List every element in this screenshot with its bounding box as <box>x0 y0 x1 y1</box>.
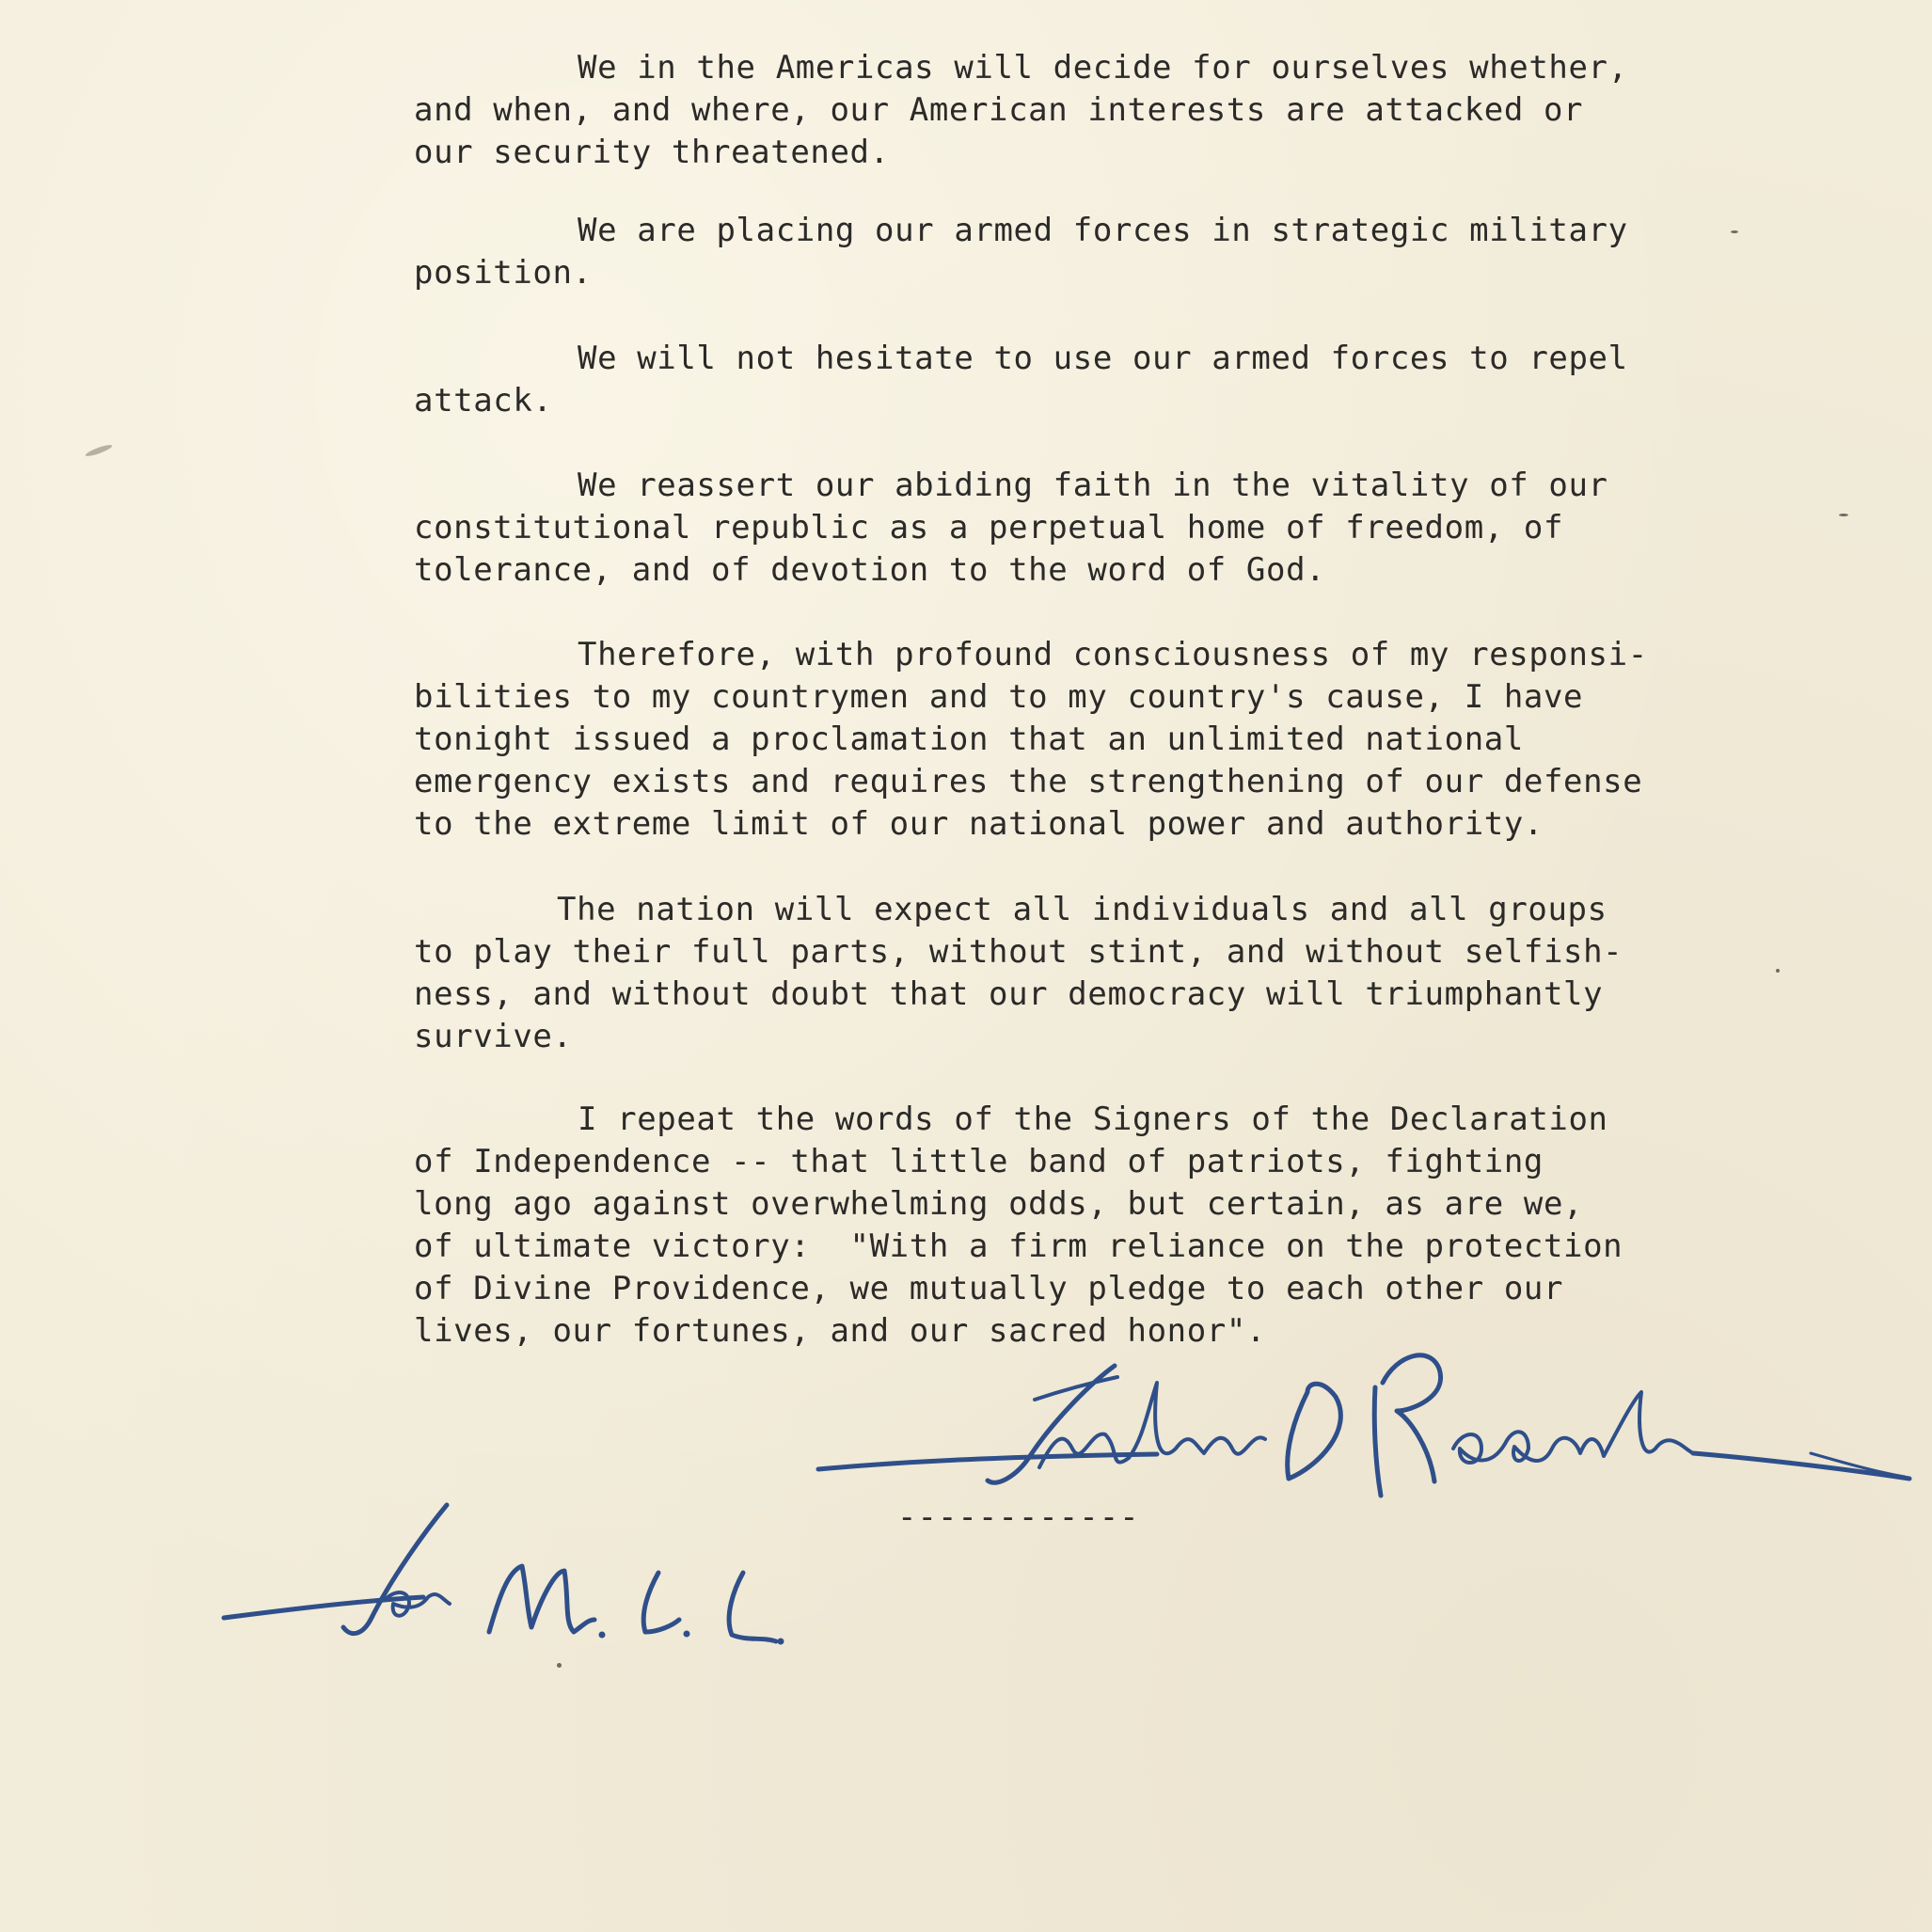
text-line: tolerance, and of devotion to the word of God. <box>414 551 1326 589</box>
text-line: survive. <box>414 1018 573 1055</box>
text-line: We are placing our armed forces in strategic military <box>578 212 1628 249</box>
text-line: ness, and without doubt that our democracy will triumphantly <box>414 975 1604 1013</box>
text-line: long ago against overwhelming odds, but certain, as are we, <box>414 1185 1584 1223</box>
signature-line: ------------ <box>897 1498 1140 1536</box>
text-line: The nation will expect all individuals and all groups <box>557 891 1607 928</box>
text-line: Therefore, with profound consciousness of my responsi- <box>578 636 1648 673</box>
text-line: bilities to my countrymen and to my country's cause, I have <box>414 678 1584 716</box>
text-line: of Divine Providence, we mutually pledge to each other our <box>414 1270 1564 1307</box>
text-line: We will not hesitate to use our armed forces to repel <box>578 340 1628 377</box>
text-line: of ultimate victory: "With a firm reliance on the protection <box>414 1227 1623 1265</box>
paper-speck <box>1839 514 1848 516</box>
text-line: emergency exists and requires the strengthening of our defense <box>414 763 1643 800</box>
text-line: position. <box>414 254 593 292</box>
text-line: and when, and where, our American interests are attacked or <box>414 91 1584 129</box>
text-line: to the extreme limit of our national power and authority. <box>414 805 1544 843</box>
paper-speck <box>1776 969 1780 973</box>
text-line: I repeat the words of the Signers of the Declaration <box>578 1101 1608 1138</box>
text-line: attack. <box>414 382 553 420</box>
text-line: tonight issued a proclamation that an unlimited national <box>414 721 1524 758</box>
text-line: constitutional republic as a perpetual home of freedom, of <box>414 509 1564 546</box>
text-line: We in the Americas will decide for ourselves whether, <box>578 49 1628 87</box>
paper-speck <box>1731 230 1738 233</box>
text-line: of Independence -- that little band of patriots, fighting <box>414 1143 1544 1180</box>
text-line: to play their full parts, without stint, and without selfish- <box>414 933 1623 971</box>
text-line: lives, our fortunes, and our sacred honor". <box>414 1312 1266 1350</box>
text-line: We reassert our abiding faith in the vitality of our <box>578 467 1608 504</box>
text-line: our security threatened. <box>414 134 890 171</box>
paper-speck <box>557 1663 562 1668</box>
